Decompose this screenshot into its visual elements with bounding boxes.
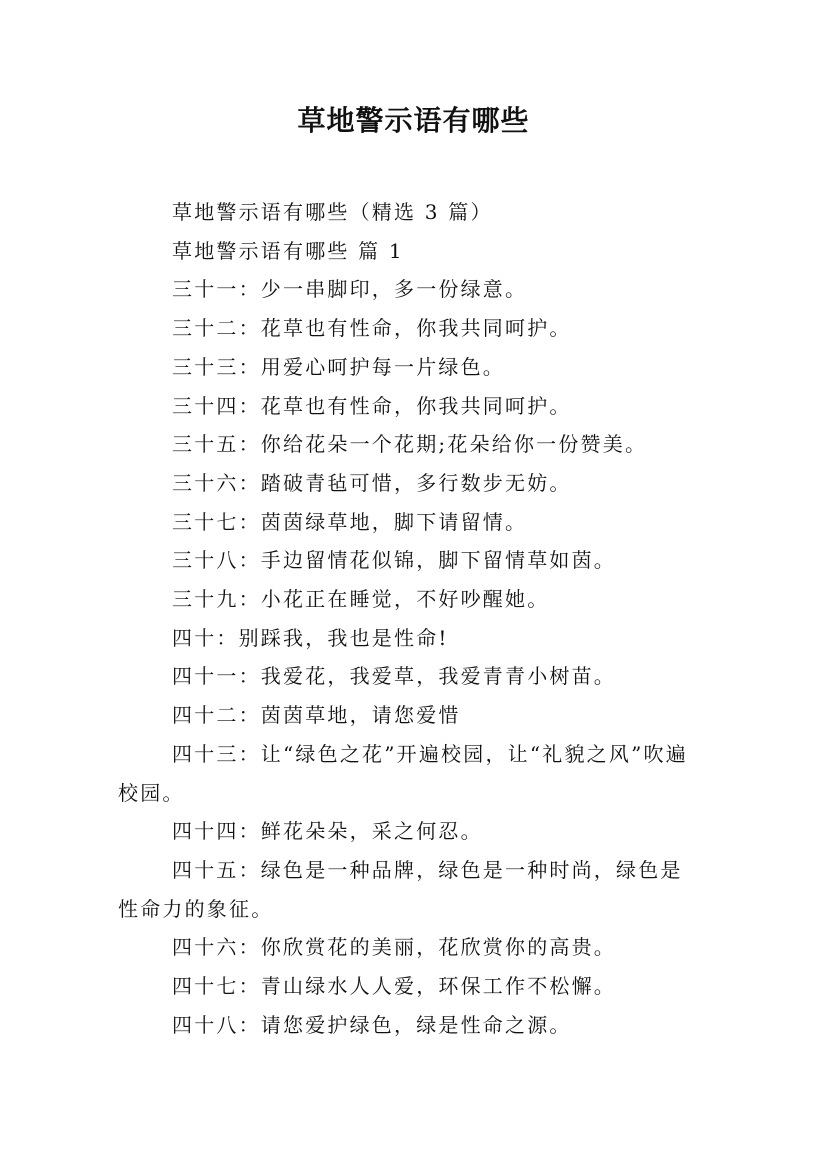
document-body bbox=[118, 193, 703, 1044]
slogan-item: 三十六：踏破青毡可惜，多行数步无妨。 bbox=[172, 470, 572, 495]
slogan-item: 四十五：绿色是一种品牌，绿色是一种时尚，绿色是性命力的象征。 bbox=[118, 857, 683, 921]
slogan-item: 三十二：花草也有性命，你我共同呵护。 bbox=[172, 316, 572, 341]
slogan-item: 四十一：我爱花，我爱草，我爱青青小树苗。 bbox=[172, 664, 616, 689]
document-title: 草地警示语有哪些 bbox=[297, 104, 530, 137]
slogan-item: 三十五：你给花朵一个花期;花朵给你一份赞美。 bbox=[172, 432, 648, 457]
slogan-item: 三十八：手边留情花似锦，脚下留情草如茵。 bbox=[172, 548, 616, 573]
slogan-item: 四十三：让“绿色之花”开遍校园，让“礼貌之风”吹遍校园。 bbox=[118, 741, 688, 805]
slogan-item: 四十六：你欣赏花的美丽，花欣赏你的高贵。 bbox=[172, 935, 616, 960]
slogan-item: 四十：别踩我，我也是性命! bbox=[172, 625, 449, 650]
slogan-item: 四十四：鲜花朵朵，采之何忍。 bbox=[172, 819, 483, 844]
slogan-item: 四十二：茵茵草地，请您爱惜 bbox=[172, 703, 461, 728]
slogan-item: 三十三：用爱心呵护每一片绿色。 bbox=[172, 354, 505, 379]
slogan-item: 三十四：花草也有性命，你我共同呵护。 bbox=[172, 393, 572, 418]
slogan-item: 三十七：茵茵绿草地，脚下请留情。 bbox=[172, 509, 528, 534]
slogan-item: 三十一：少一串脚印，多一份绿意。 bbox=[172, 277, 528, 302]
slogan-item: 四十八：请您爱护绿色，绿是性命之源。 bbox=[172, 1012, 572, 1037]
subtitle: 草地警示语有哪些（精选 3 篇） bbox=[172, 200, 493, 224]
section-heading: 草地警示语有哪些 篇 1 bbox=[172, 238, 404, 263]
slogan-item: 三十九：小花正在睡觉，不好吵醒她。 bbox=[172, 587, 550, 612]
slogan-item: 四十七：青山绿水人人爱，环保工作不松懈。 bbox=[172, 974, 616, 999]
